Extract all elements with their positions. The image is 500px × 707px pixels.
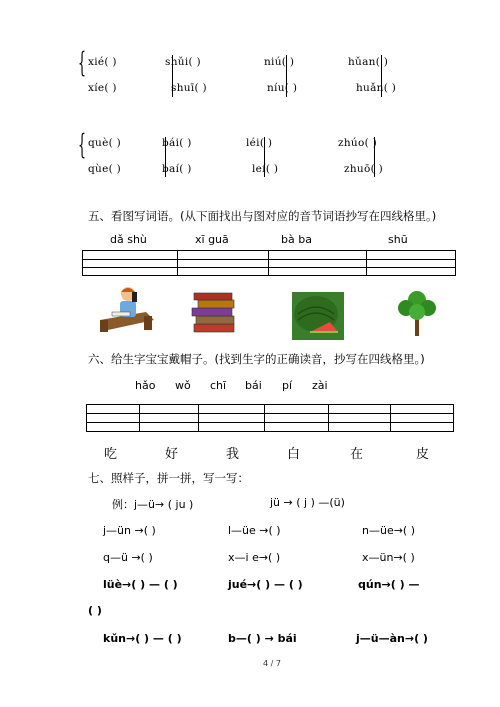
pinyin-pair-bottom: baí( )	[162, 163, 192, 175]
exercise-item: l—üe →( )	[228, 524, 281, 537]
exercise-item: n—üe→( )	[362, 524, 416, 537]
pinyin-pair-top: què( )	[88, 137, 122, 149]
exercise-item: qún→( ) —	[358, 578, 420, 591]
brace: {	[78, 46, 87, 79]
tree-picture	[396, 286, 438, 338]
pinyin-pair-top: hǔan( )	[348, 56, 389, 68]
four-line-grid[interactable]	[82, 250, 456, 276]
four-line-grid[interactable]	[86, 404, 454, 432]
pinyin-pair-top: bái( )	[162, 137, 192, 149]
syllable-label: bái	[245, 379, 262, 392]
syllable-label: wǒ	[175, 379, 191, 392]
exercise-item: q—ü →( )	[103, 551, 153, 564]
syllable-label: hǎo	[135, 379, 156, 392]
section-5-title: 五、看图写词语。(从下面找出与图对应的音节词语抄写在四线格里。)	[88, 209, 437, 223]
hanzi-char: 我	[226, 447, 240, 462]
syllable-label: zài	[312, 379, 328, 392]
hanzi-char: 好	[165, 447, 179, 462]
hanzi-char: 白	[287, 447, 301, 462]
pinyin-pair-top: xié( )	[88, 56, 117, 68]
pinyin-pair-top: zhúo( )	[338, 137, 378, 149]
example-right: jü → ( j ) —(ü)	[270, 496, 345, 509]
pinyin-pair-top: shǔi( )	[165, 56, 201, 68]
exercise-item: j—ün →( )	[103, 524, 156, 537]
brace: {	[78, 128, 87, 161]
syllable-label: pí	[282, 379, 293, 392]
page-number: 4 / 7	[263, 659, 281, 668]
section-6-title: 六、给生字宝宝戴帽子。(找到生字的正确读音，抄写在四线格里。)	[88, 352, 425, 366]
pinyin-pair-bottom: qùe( )	[88, 163, 122, 175]
exercise-item: j—ü—àn→( )	[356, 632, 428, 645]
syllable-label: dǎ shù	[110, 233, 147, 246]
exercise-item: lüè→( ) — ( )	[103, 578, 178, 591]
pinyin-pair-bottom: leí( )	[252, 163, 279, 175]
hanzi-char: 皮	[416, 447, 430, 462]
exercise-item: b—( ) → bái	[228, 632, 297, 645]
pinyin-pair-bottom: zhuō( )	[344, 163, 384, 175]
pinyin-pair-bottom: shuī( )	[171, 82, 207, 94]
hanzi-char: 在	[350, 447, 364, 462]
exercise-item: jué→( ) — ( )	[228, 578, 303, 591]
hanzi-char: 吃	[104, 447, 118, 462]
watermelon-picture	[292, 292, 344, 340]
exercise-item: ( )	[88, 604, 102, 617]
syllable-label: chī	[210, 379, 227, 392]
pinyin-pair-bottom: níu( )	[267, 82, 298, 94]
pinyin-pair-top: niú( )	[264, 56, 295, 68]
book-stack-picture	[188, 290, 240, 336]
pinyin-pair-bottom: xíe( )	[88, 82, 117, 94]
section-7-title: 七、照样子，拼一拼，写一写：	[88, 471, 249, 485]
exercise-item: kǔn→( ) — ( )	[103, 632, 182, 645]
syllable-label: xī guā	[195, 233, 229, 246]
pinyin-pair-bottom: huǎn( )	[356, 82, 397, 94]
pinyin-pair-top: léi( )	[246, 137, 273, 149]
example-left: 例：j—ü→ ( ju )	[112, 498, 194, 511]
syllable-label: shū	[388, 233, 408, 246]
person-on-phone-picture	[96, 284, 158, 334]
syllable-label: bà ba	[281, 233, 312, 246]
exercise-item: x—i e→( )	[228, 551, 281, 564]
exercise-item: x—ün→( )	[362, 551, 415, 564]
